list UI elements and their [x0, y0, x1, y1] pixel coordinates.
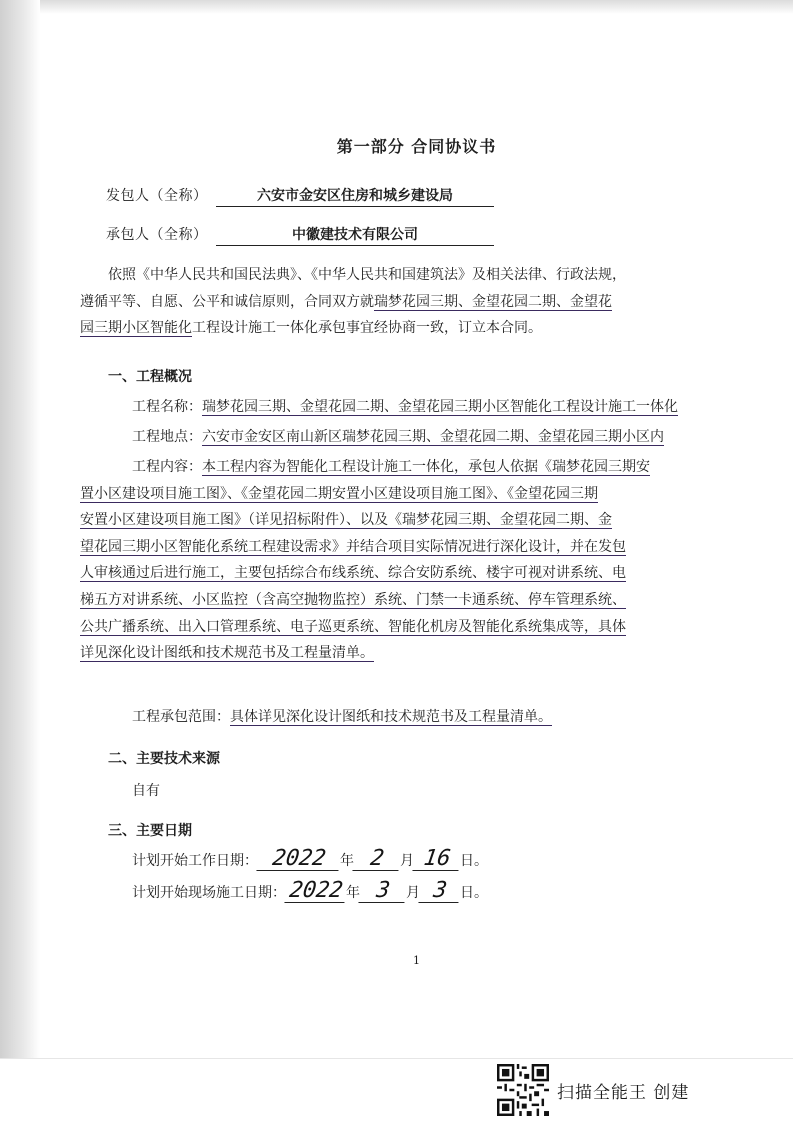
scanner-brand-label: 扫描全能王 创建 [557, 1083, 690, 1103]
month-unit: 月 [400, 853, 414, 869]
intro-project-name-cont: 园三期小区智能化 [80, 320, 192, 337]
intro-line-2: 遵循平等、自愿、公平和诚信原则，合同双方就 [80, 293, 374, 310]
contractor-label: 承包人（全称） [106, 227, 208, 243]
content-line-4: 望花园三期小区智能化系统工程建设需求》并结合项目实际情况进行深化设计，并在发包 [80, 538, 626, 555]
tech-source-value: 自有 [132, 783, 160, 799]
employer-row [106, 187, 494, 207]
section-3-heading: 三、主要日期 [108, 823, 192, 839]
employer-label: 发包人（全称） [106, 188, 208, 204]
project-content-label: 工程内容： [132, 459, 202, 475]
section-2-heading: 二、主要技术来源 [108, 751, 220, 767]
page-title: 第一部分 合同协议书 [336, 137, 497, 156]
year-unit: 年 [340, 853, 354, 869]
project-name-row [132, 398, 678, 416]
start-work-date-row [132, 848, 488, 871]
content-line-2: 置小区建设项目施工图》、《金望花园二期安置小区建设项目施工图》、《金望花园三期 [80, 485, 598, 502]
employer-value: 六安市金安区住房和城乡建设局 [216, 187, 494, 207]
project-content [80, 454, 710, 667]
start-work-label: 计划开始工作日期： [132, 853, 258, 869]
project-location-label: 工程地点： [132, 429, 202, 445]
content-line-3: 安置小区建设项目施工图》（详见招标附件）、以及《瑞梦花园三期、金望花园二期、金 [80, 512, 612, 529]
scope-value: 具体详见深化设计图纸和技术规范书及工程量清单。 [230, 709, 552, 725]
start-work-year: 2022 [256, 848, 341, 871]
project-location-row [132, 428, 664, 446]
qr-code-icon [497, 1064, 549, 1116]
contract-page [40, 0, 793, 1058]
start-site-day: 3 [418, 880, 461, 903]
project-name-label: 工程名称： [132, 399, 202, 415]
scope-label: 工程承包范围： [132, 709, 230, 725]
scope-row [132, 708, 552, 726]
intro-line-3: 工程设计施工一体化承包事宜经协商一致，订立本合同。 [192, 320, 542, 337]
content-line-1: 本工程内容为智能化工程设计施工一体化，承包人依据《瑞梦花园三期安 [202, 459, 650, 475]
start-work-day: 16 [412, 848, 461, 871]
intro-project-name: 瑞梦花园三期、金望花园二期、金望花 [374, 293, 612, 310]
intro-paragraph [80, 262, 710, 342]
start-site-month: 3 [358, 880, 407, 903]
contractor-value: 中徽建技术有限公司 [216, 226, 494, 246]
start-site-date-row [132, 880, 488, 903]
start-work-month: 2 [352, 848, 401, 871]
content-line-8: 详见深化设计图纸和技术规范书及工程量清单。 [80, 645, 374, 662]
intro-line-1: 依照《中华人民共和国民法典》、《中华人民共和国建筑法》及相关法律、行政法规， [108, 267, 626, 283]
month-unit: 月 [406, 885, 420, 901]
start-site-year: 2022 [284, 880, 347, 903]
day-unit: 日。 [460, 885, 488, 901]
contractor-row [106, 226, 494, 246]
scan-left-edge [0, 0, 40, 1060]
page-number: 1 [413, 954, 420, 967]
section-1-heading: 一、工程概况 [108, 369, 192, 385]
project-location-value: 六安市金安区南山新区瑞梦花园三期、金望花园二期、金望花园三期小区内 [202, 429, 664, 445]
day-unit: 日。 [460, 853, 488, 869]
year-unit: 年 [346, 885, 360, 901]
content-line-5: 人审核通过后进行施工，主要包括综合布线系统、综合安防系统、楼宇可视对讲系统、电 [80, 565, 626, 582]
start-site-label: 计划开始现场施工日期： [132, 885, 286, 901]
content-line-7: 公共广播系统、出入口管理系统、电子巡更系统、智能化机房及智能化系统集成等，具体 [80, 618, 626, 635]
project-name-value: 瑞梦花园三期、金望花园二期、金望花园三期小区智能化工程设计施工一体化 [202, 399, 678, 415]
content-line-6: 梯五方对讲系统、小区监控（含高空抛物监控）系统、门禁一卡通系统、停车管理系统、 [80, 591, 626, 608]
